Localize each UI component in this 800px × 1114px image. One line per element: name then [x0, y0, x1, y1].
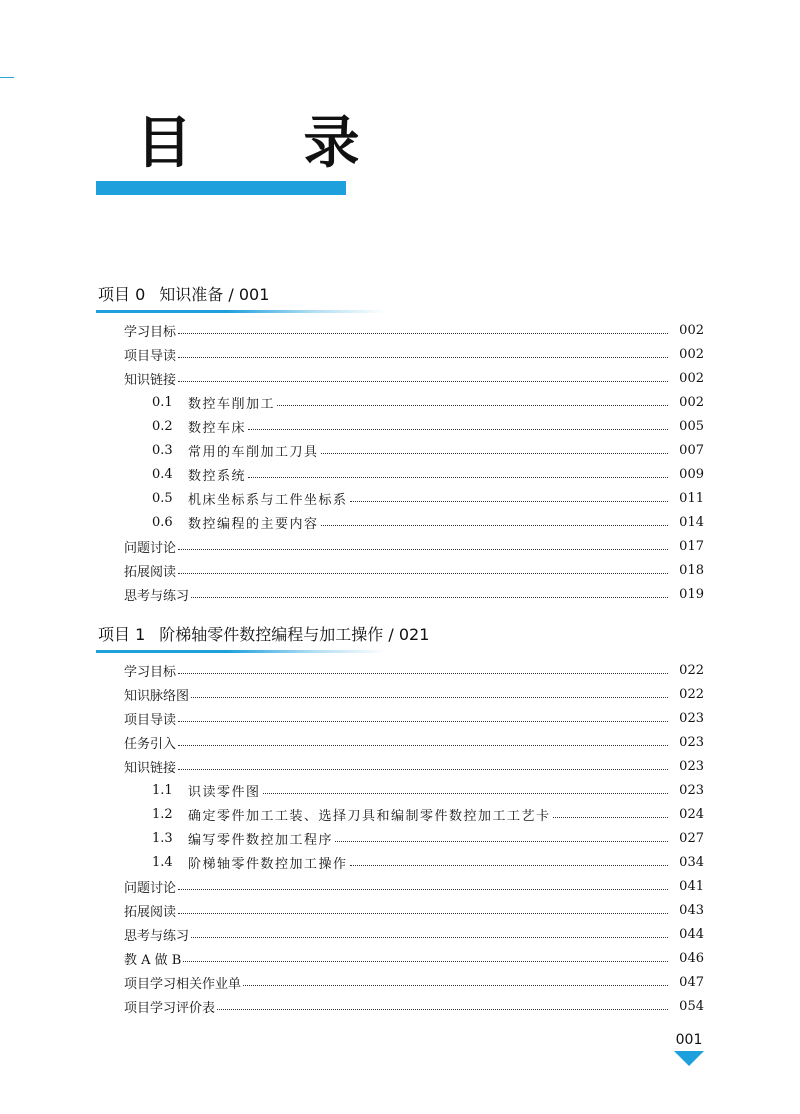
toc-entry-title: 机床坐标系与工件坐标系	[188, 492, 348, 508]
toc-entry-page: 002	[679, 394, 704, 410]
toc-entry[interactable]	[0, 438, 800, 462]
toc-entry-number: 1.1	[152, 782, 173, 798]
toc-entry-page: 002	[679, 346, 704, 362]
section-name: 知识准备 / 001	[159, 285, 270, 304]
page-title: 目 录	[136, 111, 406, 176]
dot-leader	[178, 768, 668, 770]
toc-entry-page: 002	[679, 322, 704, 338]
toc-entry-title: 学习目标	[124, 324, 177, 340]
toc-entry-title: 阶梯轴零件数控加工操作	[188, 856, 348, 872]
toc-entry[interactable]	[0, 366, 800, 390]
toc-entry-title: 项目学习相关作业单	[124, 976, 242, 992]
toc-entry-page: 054	[679, 998, 704, 1014]
toc-entry-page: 022	[679, 662, 704, 678]
dot-leader	[217, 1008, 668, 1010]
toc-entry[interactable]	[0, 414, 800, 438]
toc-entry-title: 知识链接	[124, 372, 177, 388]
toc-entry-number: 0.2	[152, 418, 173, 434]
toc-list	[0, 318, 800, 606]
toc-entry-page: 018	[679, 562, 704, 578]
toc-entry-title: 数控系统	[188, 468, 247, 484]
toc-entry-page: 023	[679, 710, 704, 726]
toc-entry[interactable]	[0, 730, 800, 754]
dot-leader	[350, 864, 668, 866]
dot-leader	[178, 720, 668, 722]
toc-entry-page: 007	[679, 442, 704, 458]
section-heading[interactable]	[98, 622, 429, 648]
toc-entry-title: 拓展阅读	[124, 564, 177, 580]
toc-entry-title: 项目导读	[124, 348, 177, 364]
toc-entry-page: 024	[679, 806, 704, 822]
dot-leader	[321, 524, 668, 526]
toc-entry-page: 014	[679, 514, 704, 530]
toc-entry-title: 项目导读	[124, 712, 177, 728]
toc-entry[interactable]	[0, 946, 800, 970]
toc-entry-title: 问题讨论	[124, 540, 177, 556]
section-underline	[96, 310, 386, 313]
dot-leader	[191, 596, 668, 598]
dot-leader	[178, 572, 668, 574]
toc-entry[interactable]	[0, 658, 800, 682]
dot-leader	[277, 404, 668, 406]
toc-entry-title: 知识链接	[124, 760, 177, 776]
toc-entry[interactable]	[0, 850, 800, 874]
toc-entry-page: 022	[679, 686, 704, 702]
page-number: 001	[675, 1032, 703, 1048]
section-name: 阶梯轴零件数控编程与加工操作 / 021	[159, 625, 430, 644]
dot-leader	[248, 428, 668, 430]
dot-leader	[335, 840, 668, 842]
toc-entry-page: 011	[679, 490, 704, 506]
toc-entry[interactable]	[0, 318, 800, 342]
dot-leader	[321, 452, 668, 454]
toc-entry-page: 041	[679, 878, 704, 894]
toc-entry[interactable]	[0, 754, 800, 778]
dot-leader	[178, 744, 668, 746]
toc-entry-number: 0.6	[152, 514, 173, 530]
toc-entry-title: 数控编程的主要内容	[188, 516, 319, 532]
toc-entry-page: 043	[679, 902, 704, 918]
toc-entry-page: 023	[679, 734, 704, 750]
toc-entry[interactable]	[0, 390, 800, 414]
toc-list	[0, 658, 800, 1018]
dot-leader	[350, 500, 668, 502]
toc-entry-number: 1.2	[152, 806, 173, 822]
toc-entry-page: 027	[679, 830, 704, 846]
toc-entry[interactable]	[0, 558, 800, 582]
toc-entry-page: 046	[679, 950, 704, 966]
section-underline	[96, 650, 386, 653]
toc-entry[interactable]	[0, 682, 800, 706]
toc-entry-page: 044	[679, 926, 704, 942]
toc-entry-title: 任务引入	[124, 736, 177, 752]
toc-entry-page: 023	[679, 758, 704, 774]
toc-entry[interactable]	[0, 874, 800, 898]
toc-entry[interactable]	[0, 462, 800, 486]
toc-entry-number: 0.5	[152, 490, 173, 506]
toc-entry-number: 0.4	[152, 466, 173, 482]
toc-entry-page: 047	[679, 974, 704, 990]
toc-entry[interactable]	[0, 802, 800, 826]
toc-entry[interactable]	[0, 486, 800, 510]
toc-entry-number: 1.3	[152, 830, 173, 846]
toc-entry-title: 思考与练习	[124, 588, 190, 604]
dot-leader	[178, 356, 668, 358]
dot-leader	[553, 816, 668, 818]
toc-entry-title: 学习目标	[124, 664, 177, 680]
toc-entry-title: 数控车削加工	[188, 396, 276, 412]
dot-leader	[191, 696, 668, 698]
toc-entry-number: 1.4	[152, 854, 173, 870]
toc-entry-title: 识读零件图	[188, 784, 261, 800]
toc-entry[interactable]	[0, 970, 800, 994]
toc-entry[interactable]	[0, 994, 800, 1018]
toc-entry-number: 0.1	[152, 394, 173, 410]
toc-entry-number: 0.3	[152, 442, 173, 458]
toc-entry-page: 005	[679, 418, 704, 434]
toc-entry-title: 知识脉络图	[124, 688, 190, 704]
toc-entry-title: 数控车床	[188, 420, 247, 436]
toc-entry[interactable]	[0, 582, 800, 606]
corner-mark	[0, 77, 14, 78]
dot-leader	[178, 888, 668, 890]
toc-entry-page: 023	[679, 782, 704, 798]
toc-entry[interactable]	[0, 342, 800, 366]
toc-entry-title: 确定零件加工工装、选择刀具和编制零件数控加工工艺卡	[188, 808, 551, 824]
toc-entry-title: 常用的车削加工刀具	[188, 444, 319, 460]
toc-entry[interactable]	[0, 922, 800, 946]
dot-leader	[248, 476, 668, 478]
toc-entry[interactable]	[0, 510, 800, 534]
page-arrow-icon	[674, 1051, 704, 1066]
toc-entry[interactable]	[0, 826, 800, 850]
toc-entry-title: 问题讨论	[124, 880, 177, 896]
title-underline-bar	[96, 181, 346, 195]
dot-leader	[178, 380, 668, 382]
toc-entry[interactable]	[0, 706, 800, 730]
toc-entry-page: 009	[679, 466, 704, 482]
dot-leader	[243, 984, 668, 986]
section-label: 项目 0	[98, 285, 146, 304]
toc-entry-title: 教 A 做 B	[124, 952, 182, 968]
toc-entry-title: 思考与练习	[124, 928, 190, 944]
toc-entry-title: 项目学习评价表	[124, 1000, 216, 1016]
dot-leader	[178, 912, 668, 914]
dot-leader	[178, 672, 668, 674]
toc-entry-page: 034	[679, 854, 704, 870]
dot-leader	[183, 960, 668, 962]
dot-leader	[178, 548, 668, 550]
toc-entry[interactable]	[0, 534, 800, 558]
toc-entry[interactable]	[0, 898, 800, 922]
toc-entry-page: 019	[679, 586, 704, 602]
toc-entry-title: 拓展阅读	[124, 904, 177, 920]
toc-entry-page: 002	[679, 370, 704, 386]
section-label: 项目 1	[98, 625, 146, 644]
dot-leader	[178, 332, 668, 334]
dot-leader	[191, 936, 668, 938]
section-heading[interactable]	[98, 282, 269, 308]
toc-entry-page: 017	[679, 538, 704, 554]
toc-entry[interactable]	[0, 778, 800, 802]
dot-leader	[263, 792, 668, 794]
toc-entry-title: 编写零件数控加工程序	[188, 832, 334, 848]
